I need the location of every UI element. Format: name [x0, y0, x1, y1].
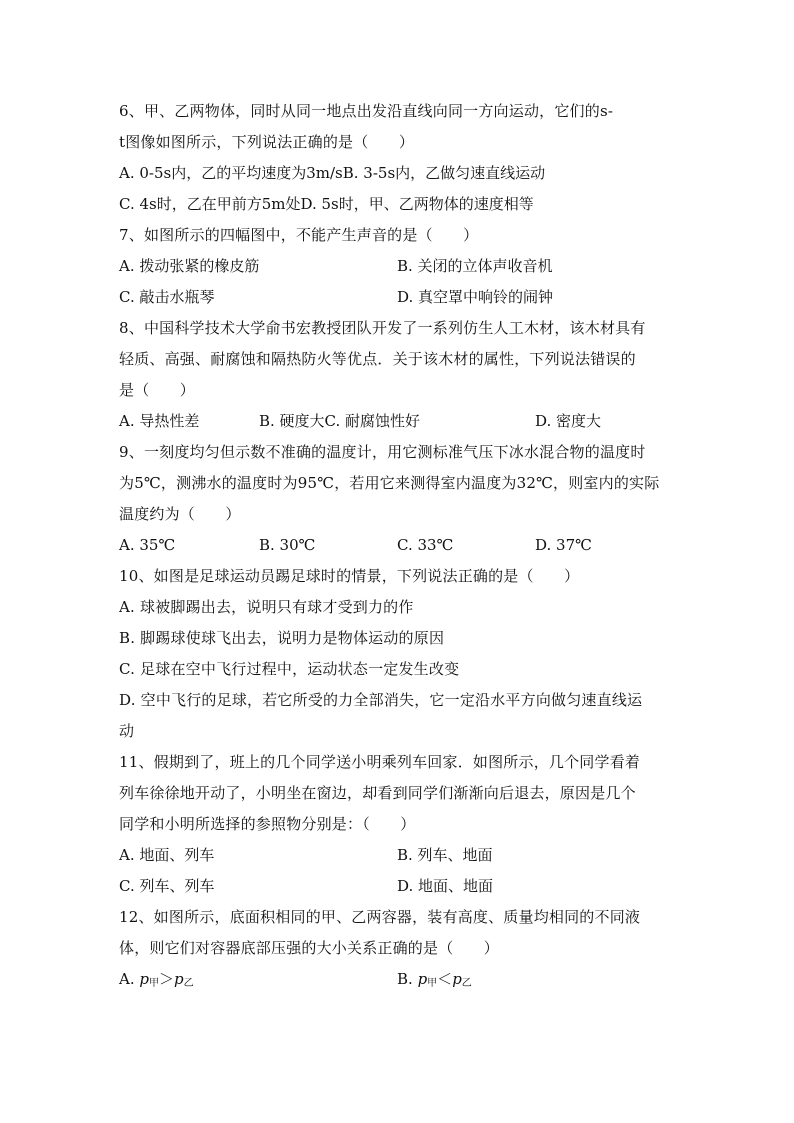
question-9	[119, 437, 679, 561]
question-11-option-a[interactable]: A. 地面、列车	[119, 846, 215, 864]
question-11-line-3: 同学和小明所选择的参照物分别是：（ ）	[119, 815, 416, 833]
pressure-symbol: p	[139, 970, 149, 988]
question-10-line-1: 10、如图是足球运动员踢足球时的情景，下列说法正确的是（ ）	[119, 567, 580, 585]
question-8-line-1: 8、中国科学技术大学俞书宏教授团队开发了一系列仿生人工木材，该木材具有	[119, 319, 646, 337]
question-12-option-b[interactable]	[397, 964, 472, 999]
pressure-symbol: p	[417, 970, 428, 988]
question-7-option-d[interactable]: D. 真空罩中响铃的闹钟	[397, 288, 554, 306]
question-6-option-ab[interactable]: A. 0-5s内，乙的平均速度为3m/sB. 3-5s内，乙做匀速直线运动	[119, 164, 546, 182]
subscript-jia: 甲	[427, 978, 438, 989]
pressure-symbol: p	[174, 970, 184, 988]
question-7-options-row-1	[119, 251, 679, 282]
question-12-option-a[interactable]	[119, 964, 194, 999]
question-6-line-1: 6、甲、乙两物体，同时从同一地点出发沿直线向同一方向运动，它们的s-	[119, 102, 614, 120]
question-10-option-c[interactable]: C. 足球在空中飞行过程中，运动状态一定发生改变	[119, 660, 460, 678]
question-11-line-1: 11、假期到了，班上的几个同学送小明乘列车回家．如图所示，几个同学看着	[119, 753, 641, 771]
question-7-line-1: 7、如图所示的四幅图中，不能产生声音的是（ ）	[119, 226, 479, 244]
pressure-symbol: p	[452, 970, 462, 988]
question-9-line-1: 9、一刻度均匀但示数不准确的温度计，用它测标准气压下冰水混合物的温度时	[119, 443, 646, 461]
question-8-line-2: 轻质、高强、耐腐蚀和隔热防火等优点．关于该木材的属性，下列说法错误的	[119, 350, 636, 368]
subscript-yi: 乙	[183, 978, 194, 989]
question-10	[119, 561, 679, 747]
question-12-line-2: 体，则它们对容器底部压强的大小关系正确的是（ ）	[119, 939, 500, 957]
question-9-option-a[interactable]: A. 35℃	[119, 536, 176, 554]
question-8-option-d[interactable]: D. 密度大	[535, 412, 602, 430]
question-7-option-b[interactable]: B. 关闭的立体声收音机	[397, 257, 553, 275]
question-7-options-row-2	[119, 282, 679, 313]
question-9-line-3: 温度约为（ ）	[119, 505, 241, 523]
question-12	[119, 902, 679, 995]
question-7-option-c[interactable]: C. 敲击水瓶琴	[119, 288, 215, 306]
relation-symbol: ＜	[437, 970, 453, 988]
question-11-options-row-2	[119, 871, 679, 902]
question-11-options-row-1	[119, 840, 679, 871]
question-7	[119, 220, 679, 313]
question-12-line-1: 12、如图所示，底面积相同的甲、乙两容器，装有高度、质量均相同的不同液	[119, 908, 641, 926]
relation-symbol: ＞	[158, 970, 174, 988]
question-12-options-row-1	[119, 964, 679, 995]
subscript-yi: 乙	[461, 978, 472, 989]
question-10-option-b[interactable]: B. 脚踢球使球飞出去，说明力是物体运动的原因	[119, 629, 445, 647]
question-8	[119, 313, 679, 437]
question-9-option-b[interactable]: B. 30℃	[259, 536, 316, 554]
question-11-line-2: 列车徐徐地开动了，小明坐在窗边，却看到同学们渐渐向后退去，原因是几个	[119, 784, 636, 802]
question-6-line-2: t图像如图所示，下列说法正确的是（ ）	[119, 133, 415, 151]
question-7-option-a[interactable]: A. 拨动张紧的橡皮筋	[119, 257, 260, 275]
option-a-label: A.	[119, 970, 140, 988]
question-9-option-d[interactable]: D. 37℃	[535, 536, 592, 554]
question-11-option-d[interactable]: D. 地面、地面	[397, 877, 494, 895]
question-11	[119, 747, 679, 902]
question-8-option-a[interactable]: A. 导热性差	[119, 412, 200, 430]
question-list	[119, 96, 679, 995]
question-6-option-cd[interactable]: C. 4s时，乙在甲前方5m处D. 5s时，甲、乙两物体的速度相等	[119, 195, 534, 213]
question-9-line-2: 为5℃，测沸水的温度时为95℃，若用它来测得室内温度为32℃，则室内的实际	[119, 474, 660, 492]
question-10-option-a[interactable]: A. 球被脚踢出去，说明只有球才受到力的作	[119, 598, 414, 616]
option-b-label: B.	[397, 970, 418, 988]
question-8-options-row-1	[119, 406, 679, 437]
question-11-option-b[interactable]: B. 列车、地面	[397, 846, 493, 864]
question-6	[119, 96, 679, 220]
subscript-jia: 甲	[148, 978, 159, 989]
question-9-option-c[interactable]: C. 33℃	[397, 536, 454, 554]
question-9-options-row-1	[119, 530, 679, 561]
question-10-option-d-cont: 动	[119, 722, 135, 740]
question-6-options-row-1	[119, 158, 679, 189]
question-8-line-3: 是（ ）	[119, 381, 196, 399]
question-8-option-bc[interactable]: B. 硬度大C. 耐腐蚀性好	[259, 412, 421, 430]
question-6-options-row-2	[119, 189, 679, 220]
question-10-option-d[interactable]: D. 空中飞行的足球，若它所受的力全部消失，它一定沿水平方向做匀速直线运	[119, 691, 643, 709]
question-11-option-c[interactable]: C. 列车、列车	[119, 877, 215, 895]
